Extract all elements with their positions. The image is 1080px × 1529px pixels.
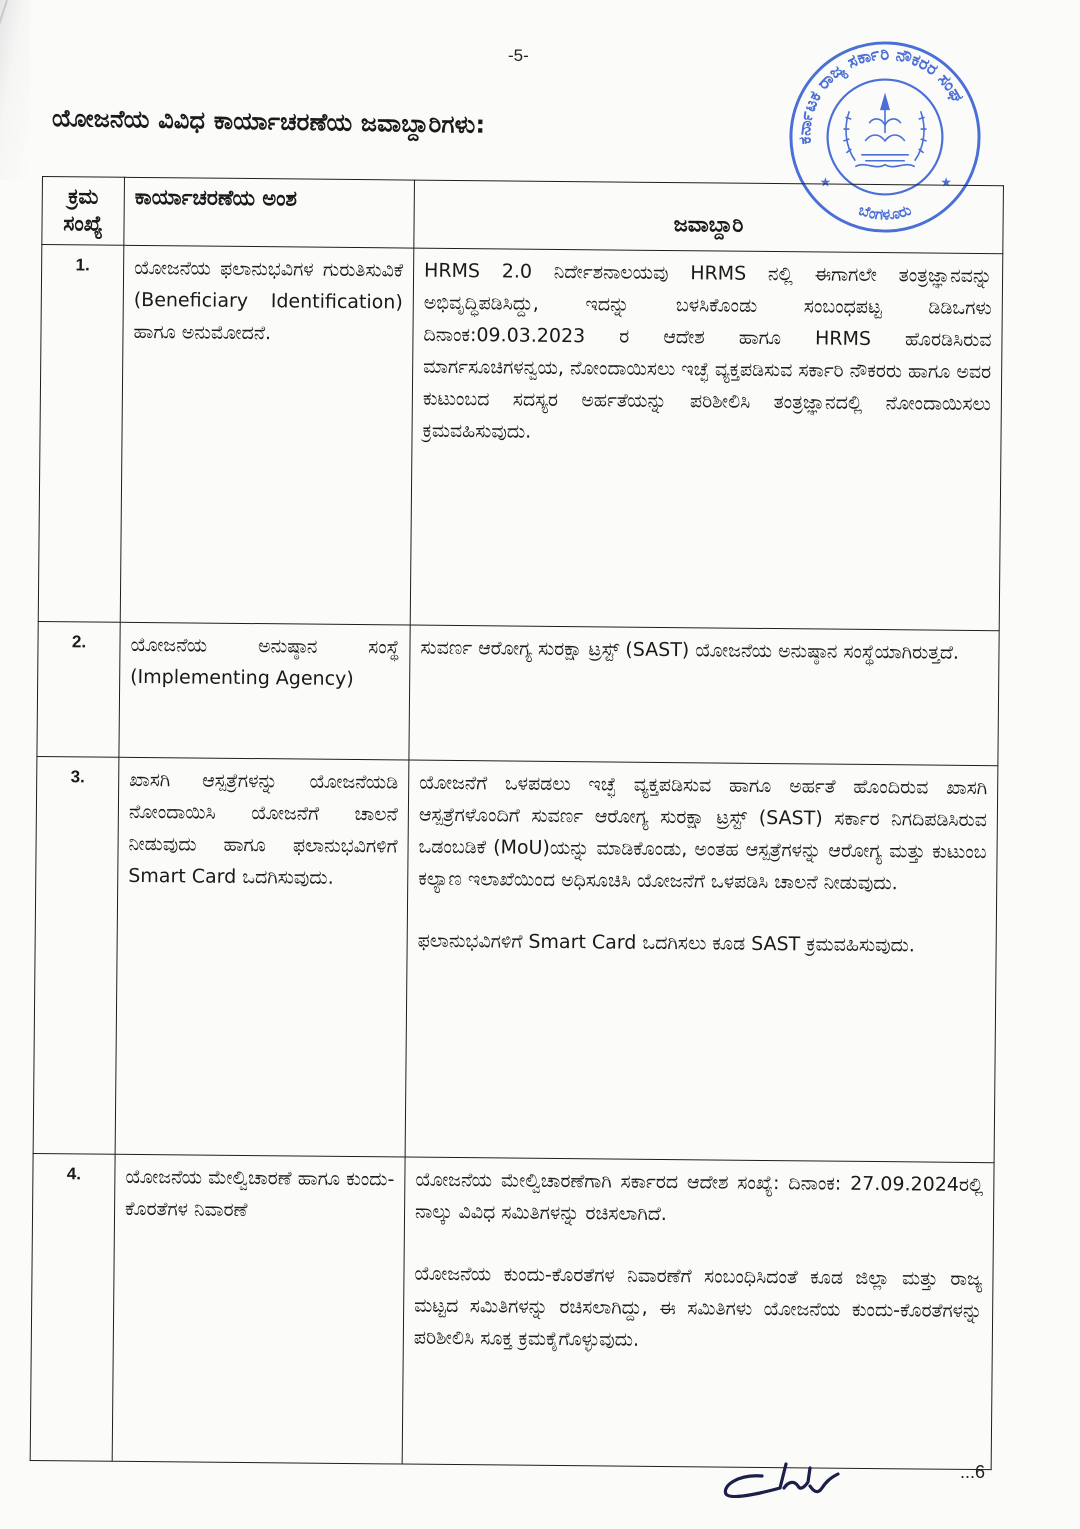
star-icon: ★ xyxy=(940,175,952,191)
serial-number-cell: 2. xyxy=(37,621,120,757)
seal-city: ಬೆಂಗಳೂರು xyxy=(856,200,914,224)
table-row xyxy=(37,621,999,765)
responsibility-paragraph: ಯೋಜನೆಗೆ ಒಳಪಡಲು ಇಚ್ಛೆ ವ್ಯಕ್ತಪಡಿಸುವ ಹಾಗೂ ಅರ್ಹತೆ ಹೊಂದಿರುವ ಖಾಸಗಿ ಆಸ್ಪತ್ರೆಗಳೊಂದಿಗೆ ಸುವರ್ಣ ಆರೋಗ್ಯ ಸುರಕ್ಷಾ ಟ್ರಸ್ಟ್ (SAST) ಸರ್ಕಾರ ನಿಗದಿಪಡಿಸಿರುವ ಒಡಂಬಡಿಕೆ (MoU)ಯನ್ನು ಮಾಡಿಕೊಂಡು, ಅಂತಹ ಆಸ್ಪತ್ರೆಗಳನ್ನು ಆರೋಗ್ಯ ಮತ್ತು ಕುಟುಂಬ ಕಲ್ಯಾಣ ಇಲಾಖೆಯಿಂದ ಅಧಿಸೂಚಿಸಿ ಯೋಜನೆಗೆ ಒಳಪಡಿಸಿ ಚಾಲನೆ ನೀಡುವುದು. xyxy=(418,771,988,894)
table-row xyxy=(30,1153,994,1469)
responsibility-paragraph: ಯೋಜನೆಯ ಮೇಲ್ವಿಚಾರಣೆಗಾಗಿ ಸರ್ಕಾರದ ಆದೇಶ ಸಂಖ್ಯೆ: ದಿನಾಂಕ: 27.09.2024ರಲ್ಲಿ ನಾಲ್ಕು ವಿವಿಧ ಸಮಿತಿಗಳನ್ನು ರಚಿಸಲಾಗಿದೆ. xyxy=(414,1168,984,1225)
emblem-icon xyxy=(843,95,926,166)
header-operational-aspect: ಕಾರ್ಯಾಚರಣೆಯ ಅಂಶ xyxy=(124,177,415,247)
responsibility-cell xyxy=(402,1157,994,1470)
star-icon: ★ xyxy=(819,175,832,191)
serial-number-cell: 4. xyxy=(30,1153,115,1461)
responsibilities-table xyxy=(30,176,1004,1470)
aspect-cell: ಖಾಸಗಿ ಆಸ್ಪತ್ರೆಗಳನ್ನು ಯೋಜನೆಯಡಿ ನೋಂದಾಯಿಸಿ ಯೋಜನೆಗೆ ಚಾಲನೆ ನೀಡುವುದು ಹಾಗೂ ಫಲಾನುಭವಿಗಳಿಗೆ Smart Card ಒದಗಿಸುವುದು. xyxy=(115,757,409,1157)
serial-number-cell: 1. xyxy=(38,244,124,622)
responsibility-paragraph: ಸುವರ್ಣ ಆರೋಗ್ಯ ಸುರಕ್ಷಾ ಟ್ರಸ್ಟ್ (SAST) ಯೋಜನೆಯ ಅನುಷ್ಠಾನ ಸಂಸ್ಥೆಯಾಗಿರುತ್ತದೆ. xyxy=(420,636,960,664)
responsibility-paragraph: HRMS 2.0 ನಿರ್ದೇಶನಾಲಯವು HRMS ನಲ್ಲಿ ಈಗಾಗಲೇ ತಂತ್ರಜ್ಞಾನವನ್ನು ಅಭಿವೃದ್ಧಿಪಡಿಸಿದ್ದು, ಇದನ್ನು ಬಳಸಿಕೊಂಡು ಸಂಬಂಧಪಟ್ಟ ಡಿಡಿಒಗಳು ದಿನಾಂಕ:09.03.2023 ರ ಆದೇಶ ಹಾಗೂ HRMS ಹೊರಡಿಸಿರುವ ಮಾರ್ಗಸೂಚಿಗಳನ್ವಯ, ನೋಂದಾಯಿಸಲು ಇಚ್ಛೆ ವ್ಯಕ್ತಪಡಿಸುವ ಸರ್ಕಾರಿ ನೌಕರರು ಹಾಗೂ ಅವರ ಕುಟುಂಬದ ಸದಸ್ಯರ ಅರ್ಹತೆಯನ್ನು ಪರಿಶೀಲಿಸಿ ತಂತ್ರಜ್ಞಾನದಲ್ಲಿ ನೋಂದಾಯಿಸಲು ಕ್ರಮವಹಿಸುವುದು. xyxy=(422,259,993,443)
aspect-cell: ಯೋಜನೆಯ ಮೇಲ್ವಿಚಾರಣೆ ಹಾಗೂ ಕುಂದು-ಕೊರತೆಗಳ ನಿವಾರಣೆ xyxy=(112,1154,405,1464)
header-responsibility: ಜವಾಬ್ದಾರಿ xyxy=(414,180,1004,253)
page-number: -5- xyxy=(508,46,529,65)
aspect-cell: ಯೋಜನೆಯ ಅನುಷ್ಠಾನ ಸಂಸ್ಥೆ (Implementing Agency) xyxy=(119,622,410,760)
seal-text: ಕರ್ನಾಟಕ ರಾಜ್ಯ ಸರ್ಕಾರಿ ನೌಕರರ ಸಂಘ xyxy=(793,43,969,145)
serial-number-cell: 3. xyxy=(33,756,119,1154)
handwritten-signature xyxy=(718,1458,868,1518)
table-row xyxy=(33,756,998,1162)
table-header-row xyxy=(42,177,1004,254)
responsibility-cell xyxy=(405,760,998,1163)
table-row xyxy=(38,244,1003,630)
responsibility-paragraph: ಯೋಜನೆಯ ಕುಂದು-ಕೊರತೆಗಳ ನಿವಾರಣೆಗೆ ಸಂಬಂಧಿಸಿದಂತೆ ಕೂಡ ಜಿಲ್ಲಾ ಮತ್ತು ರಾಜ್ಯ ಮಟ್ಟದ ಸಮಿತಿಗಳನ್ನು ರಚಿಸಲಾಗಿದ್ದು, ಈ ಸಮಿತಿಗಳು ಯೋಜನೆಯ ಕುಂದು-ಕೊರತೆಗಳನ್ನು ಪರಿಶೀಲಿಸಿ ಸೂಕ್ತ ಕ್ರಮಕೈಗೊಳ್ಳುವುದು. xyxy=(413,1262,983,1351)
page-edge-shadow xyxy=(0,0,30,180)
aspect-cell: ಯೋಜನೆಯ ಫಲಾನುಭವಿಗಳ ಗುರುತಿಸುವಿಕೆ (Beneficiary Identification) ಹಾಗೂ ಅನುಮೋದನೆ. xyxy=(120,245,414,625)
header-serial-number: ಕ್ರಮ ಸಂಖ್ಯೆ xyxy=(42,177,125,245)
signature-icon xyxy=(718,1458,868,1518)
document-title: ಯೋಜನೆಯ ವಿವಿಧ ಕಾರ್ಯಾಚರಣೆಯ ಜವಾಬ್ದಾರಿಗಳು: xyxy=(51,104,486,139)
responsibility-cell xyxy=(409,625,999,766)
responsibility-cell xyxy=(410,248,1003,631)
responsibility-paragraph: ಫಲಾನುಭವಿಗಳಿಗೆ Smart Card ಒದಗಿಸಲು ಕೂಡ SAST ಕ್ರಮವಹಿಸುವುದು. xyxy=(417,929,916,957)
continuation-marker: ...6 xyxy=(960,1462,986,1482)
